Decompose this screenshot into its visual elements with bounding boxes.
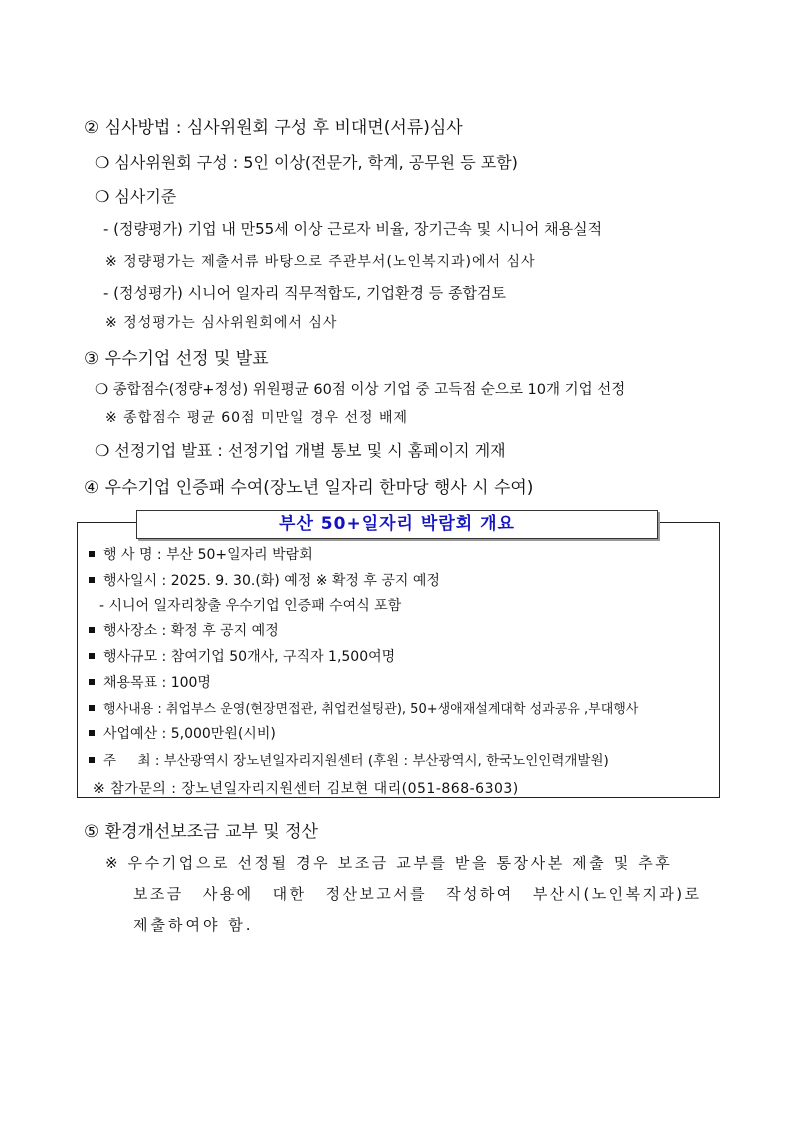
event-name-item — [89, 544, 313, 564]
subsidy-line-3: 제출하여야 함. — [133, 916, 254, 934]
event-content-text: 행사내용 : 취업부스 운영(현장면접관, 취업컨설팅관), 50+생애재설계대학 성과공유 ,부대행사 — [103, 702, 639, 717]
criteria-title: ❍ 심사기준 — [95, 187, 177, 206]
event-host-item — [89, 749, 609, 769]
qual-line: - (정성평가) 시니어 일자리 직무적합도, 기업환경 등 종합검토 — [103, 284, 507, 302]
event-box-title: 부산 50+일자리 박람회 개요 — [136, 510, 658, 539]
square-bullet-icon — [89, 577, 95, 583]
event-date-subline: - 시니어 일자리창출 우수기업 인증패 수여식 포함 — [99, 598, 402, 614]
event-budget-item — [89, 723, 276, 743]
total-score-note: ※ 종합점수 평균 60점 미만일 경우 선정 배제 — [105, 410, 409, 426]
square-bullet-icon — [89, 627, 95, 633]
selection-heading: ③ 우수기업 선정 및 발표 — [84, 349, 269, 369]
event-goal-text: 채용목표 : 100명 — [103, 675, 211, 691]
announce-line: ❍ 선정기업 발표 : 선정기업 개별 통보 및 시 홈페이지 게재 — [95, 441, 506, 460]
square-bullet-icon — [89, 705, 95, 711]
square-bullet-icon — [89, 551, 95, 557]
square-bullet-icon — [89, 653, 95, 659]
subsidy-line-2: 보조금 사용에 대한 정산보고서를 작성하여 부산시(노인복지과)로 — [133, 885, 702, 903]
event-date-item — [89, 570, 440, 590]
award-heading: ④ 우수기업 인증패 수여(장노년 일자리 한마당 행사 시 수여) — [84, 478, 534, 498]
event-venue-text: 행사장소 : 확정 후 공지 예정 — [103, 623, 279, 639]
square-bullet-icon — [89, 757, 95, 763]
event-name-text: 행 사 명 : 부산 50+일자리 박람회 — [103, 547, 313, 563]
event-scale-item — [89, 646, 395, 666]
event-host-text: 주 최 : 부산광역시 장노년일자리지원센터 (후원 : 부산광역시, 한국노인인력개발원) — [103, 753, 609, 769]
event-venue-item — [89, 620, 279, 640]
square-bullet-icon — [89, 730, 95, 736]
subsidy-line-1: ※ 우수기업으로 선정될 경우 보조금 교부를 받을 통장사본 제출 및 추후 — [105, 854, 673, 872]
qual-note: ※ 정성평가는 심사위원회에서 심사 — [105, 315, 338, 331]
committee-line: ❍ 심사위원회 구성 : 5인 이상(전문가, 학계, 공무원 등 포함) — [95, 153, 518, 172]
event-scale-text: 행사규모 : 참여기업 50개사, 구직자 1,500여명 — [103, 649, 396, 665]
total-score-line: ❍ 종합점수(정량+정성) 위원평균 60점 이상 기업 중 고득점 순으로 10개 기업 선정 — [95, 382, 626, 398]
event-content-item — [89, 698, 638, 717]
quant-note: ※ 정량평가는 제출서류 바탕으로 주관부서(노인복지과)에서 심사 — [105, 254, 536, 270]
review-method-heading: ② 심사방법 : 심사위원회 구성 후 비대면(서류)심사 — [84, 118, 463, 138]
quant-line: - (정량평가) 기업 내 만55세 이상 근로자 비율, 장기근속 및 시니어 채용실적 — [103, 220, 603, 238]
subsidy-heading: ⑤ 환경개선보조금 교부 및 정산 — [84, 822, 318, 842]
event-inquiry-line: ※ 참가문의 : 장노년일자리지원센터 김보현 대리(051-868-6303) — [93, 781, 519, 797]
event-date-text: 행사일시 : 2025. 9. 30.(화) 예정 ※ 확정 후 공지 예정 — [103, 573, 440, 589]
square-bullet-icon — [89, 679, 95, 685]
event-budget-text: 사업예산 : 5,000만원(시비) — [103, 726, 276, 742]
event-goal-item — [89, 672, 211, 692]
